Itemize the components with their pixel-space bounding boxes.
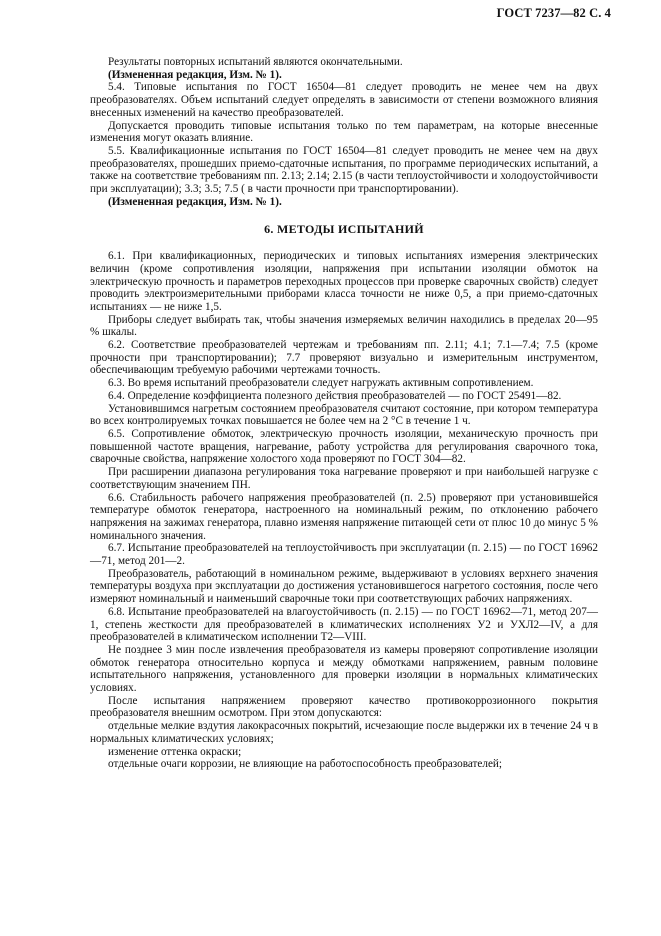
section-heading: 6. МЕТОДЫ ИСПЫТАНИЙ xyxy=(264,222,424,237)
paragraph: После испытания напряжением проверяют качество противокоррозионного покрытия преобразователя внешним осмотром. При этом допускаются: xyxy=(90,694,598,720)
amendment-note: (Измененная редакция, Изм. № 1). xyxy=(108,195,282,208)
paragraph: Не позднее 3 мин после извлечения преобразователя из камеры проверяют сопротивление изоляции обмоток генератора относительно корпуса и между обмотками напряжением, равным половине испытательного напряжения, установленного для проверки изоляции в нормальных климатических условиях. xyxy=(90,643,598,695)
page-header: ГОСТ 7237—82 С. 4 xyxy=(496,6,611,20)
paragraph: Допускается проводить типовые испытания только по тем параметрам, на которые внесенные изменения могут оказать влияние. xyxy=(90,119,598,145)
document-body xyxy=(90,56,598,771)
paragraph: 6.8. Испытание преобразователей на влагоустойчивость (п. 2.15) — по ГОСТ 16962—71, метод 207—1, степень жесткости для преобразователей в климатических исполнениях У2 и УХЛ2—IV, а для преобразователей в климатическом исполнении Т2—VIII. xyxy=(90,605,598,644)
paragraph: отдельные мелкие вздутия лакокрасочных покрытий, исчезающие после выдержки их в течение 24 ч в нормальных климатических условиях; xyxy=(90,720,598,745)
paragraph: 6.1. При квалификационных, периодических и типовых испытаниях измерения электрических величин (кроме сопротивления изоляции, напряжения при испытании изоляции обмоток на электрическую прочность и параметров переходных процессов при проверке сварочных свойств) следует проводить электроизмерительными приборами класса точности не ниже 0,5, а при приемо-сдаточных испытаниях — не ниже 1,5. xyxy=(90,250,598,313)
paragraph: 5.5. Квалификационные испытания по ГОСТ 16504—81 следует проводить не менее чем на двух преобразователях, прошедших приемо-сдаточные испытания, по программе периодических испытаний, а также на соответствие требованиям пп. 2.13; 2.14; 2.15 (в части теплоустойчивости и холодоустойчивости при эксплуатации); 3.3; 3.5; 7.5 ( в части прочности при транспортировании). xyxy=(90,144,598,196)
paragraph: 6.7. Испытание преобразователей на теплоустойчивость при эксплуатации (п. 2.15) — по ГОСТ 16962—71, метод 201—2. xyxy=(90,542,598,568)
paragraph: 6.3. Во время испытаний преобразователи следует нагружать активным сопротивлением. xyxy=(108,377,534,390)
paragraph: Результаты повторных испытаний являются окончательными. xyxy=(108,56,403,68)
paragraph: 5.4. Типовые испытания по ГОСТ 16504—81 следует проводить не менее чем на двух преобразователях. Объем испытаний следует определять в зависимости от степени возможного влияния внесенных изменений на качество преобразователей. xyxy=(90,81,598,119)
paragraph: 6.2. Соответствие преобразователей чертежам и требованиям пп. 2.11; 4.1; 7.1—7.4; 7.5 (кроме прочности при транспортировании); 7.7 проверяют визуально и измерительным инструментом, обеспечивающим требуемую рабочими чертежами точность. xyxy=(90,339,598,377)
paragraph: 6.4. Определение коэффициента полезного действия преобразователей — по ГОСТ 25491—82. xyxy=(108,389,562,402)
paragraph: изменение оттенка окраски; xyxy=(108,745,242,758)
paragraph: Преобразователь, работающий в номинальном режиме, выдерживают в условиях верхнего значения температуры воздуха при эксплуатации до достижения установившегося нагретого состояния, после чего измеряют номинальный и наименьший сварочные токи при соответствующих рабочих напряжениях. xyxy=(90,567,598,606)
paragraph: 6.5. Сопротивление обмоток, электрическую прочность изоляции, механическую прочность при повышенной частоте вращения, нагревание, работу устройства для регулирования сварочного тока, сварочные свойства, напряжение холостого хода проверяют по ГОСТ 304—82. xyxy=(90,427,598,466)
amendment-note: (Измененная редакция, Изм. № 1). xyxy=(108,68,282,81)
paragraph: При расширении диапазона регулирования тока нагревание проверяют и при наибольшей нагрузке с соответствующим значением ПН. xyxy=(90,466,598,491)
paragraph: 6.6. Стабильность рабочего напряжения преобразователей (п. 2.5) проверяют при установившейся температуре обмоток генератора, настроенного на номинальный режим, по отклонению рабочего напряжения на зажимах генератора, плавно изменяя напряжение питающей сети от плюс 10 до минус 5 % номинального значения. xyxy=(90,491,598,542)
paragraph: отдельные очаги коррозии, не влияющие на работоспособность преобразователей; xyxy=(108,758,503,771)
paragraph: Установившимся нагретым состоянием преобразователя считают состояние, при котором температура во всех контролируемых точках повышается не более чем на 2 °С в течение 1 ч. xyxy=(90,402,598,428)
paragraph: Приборы следует выбирать так, чтобы значения измеряемых величин находились в пределах 20—95 % шкалы. xyxy=(90,313,598,339)
